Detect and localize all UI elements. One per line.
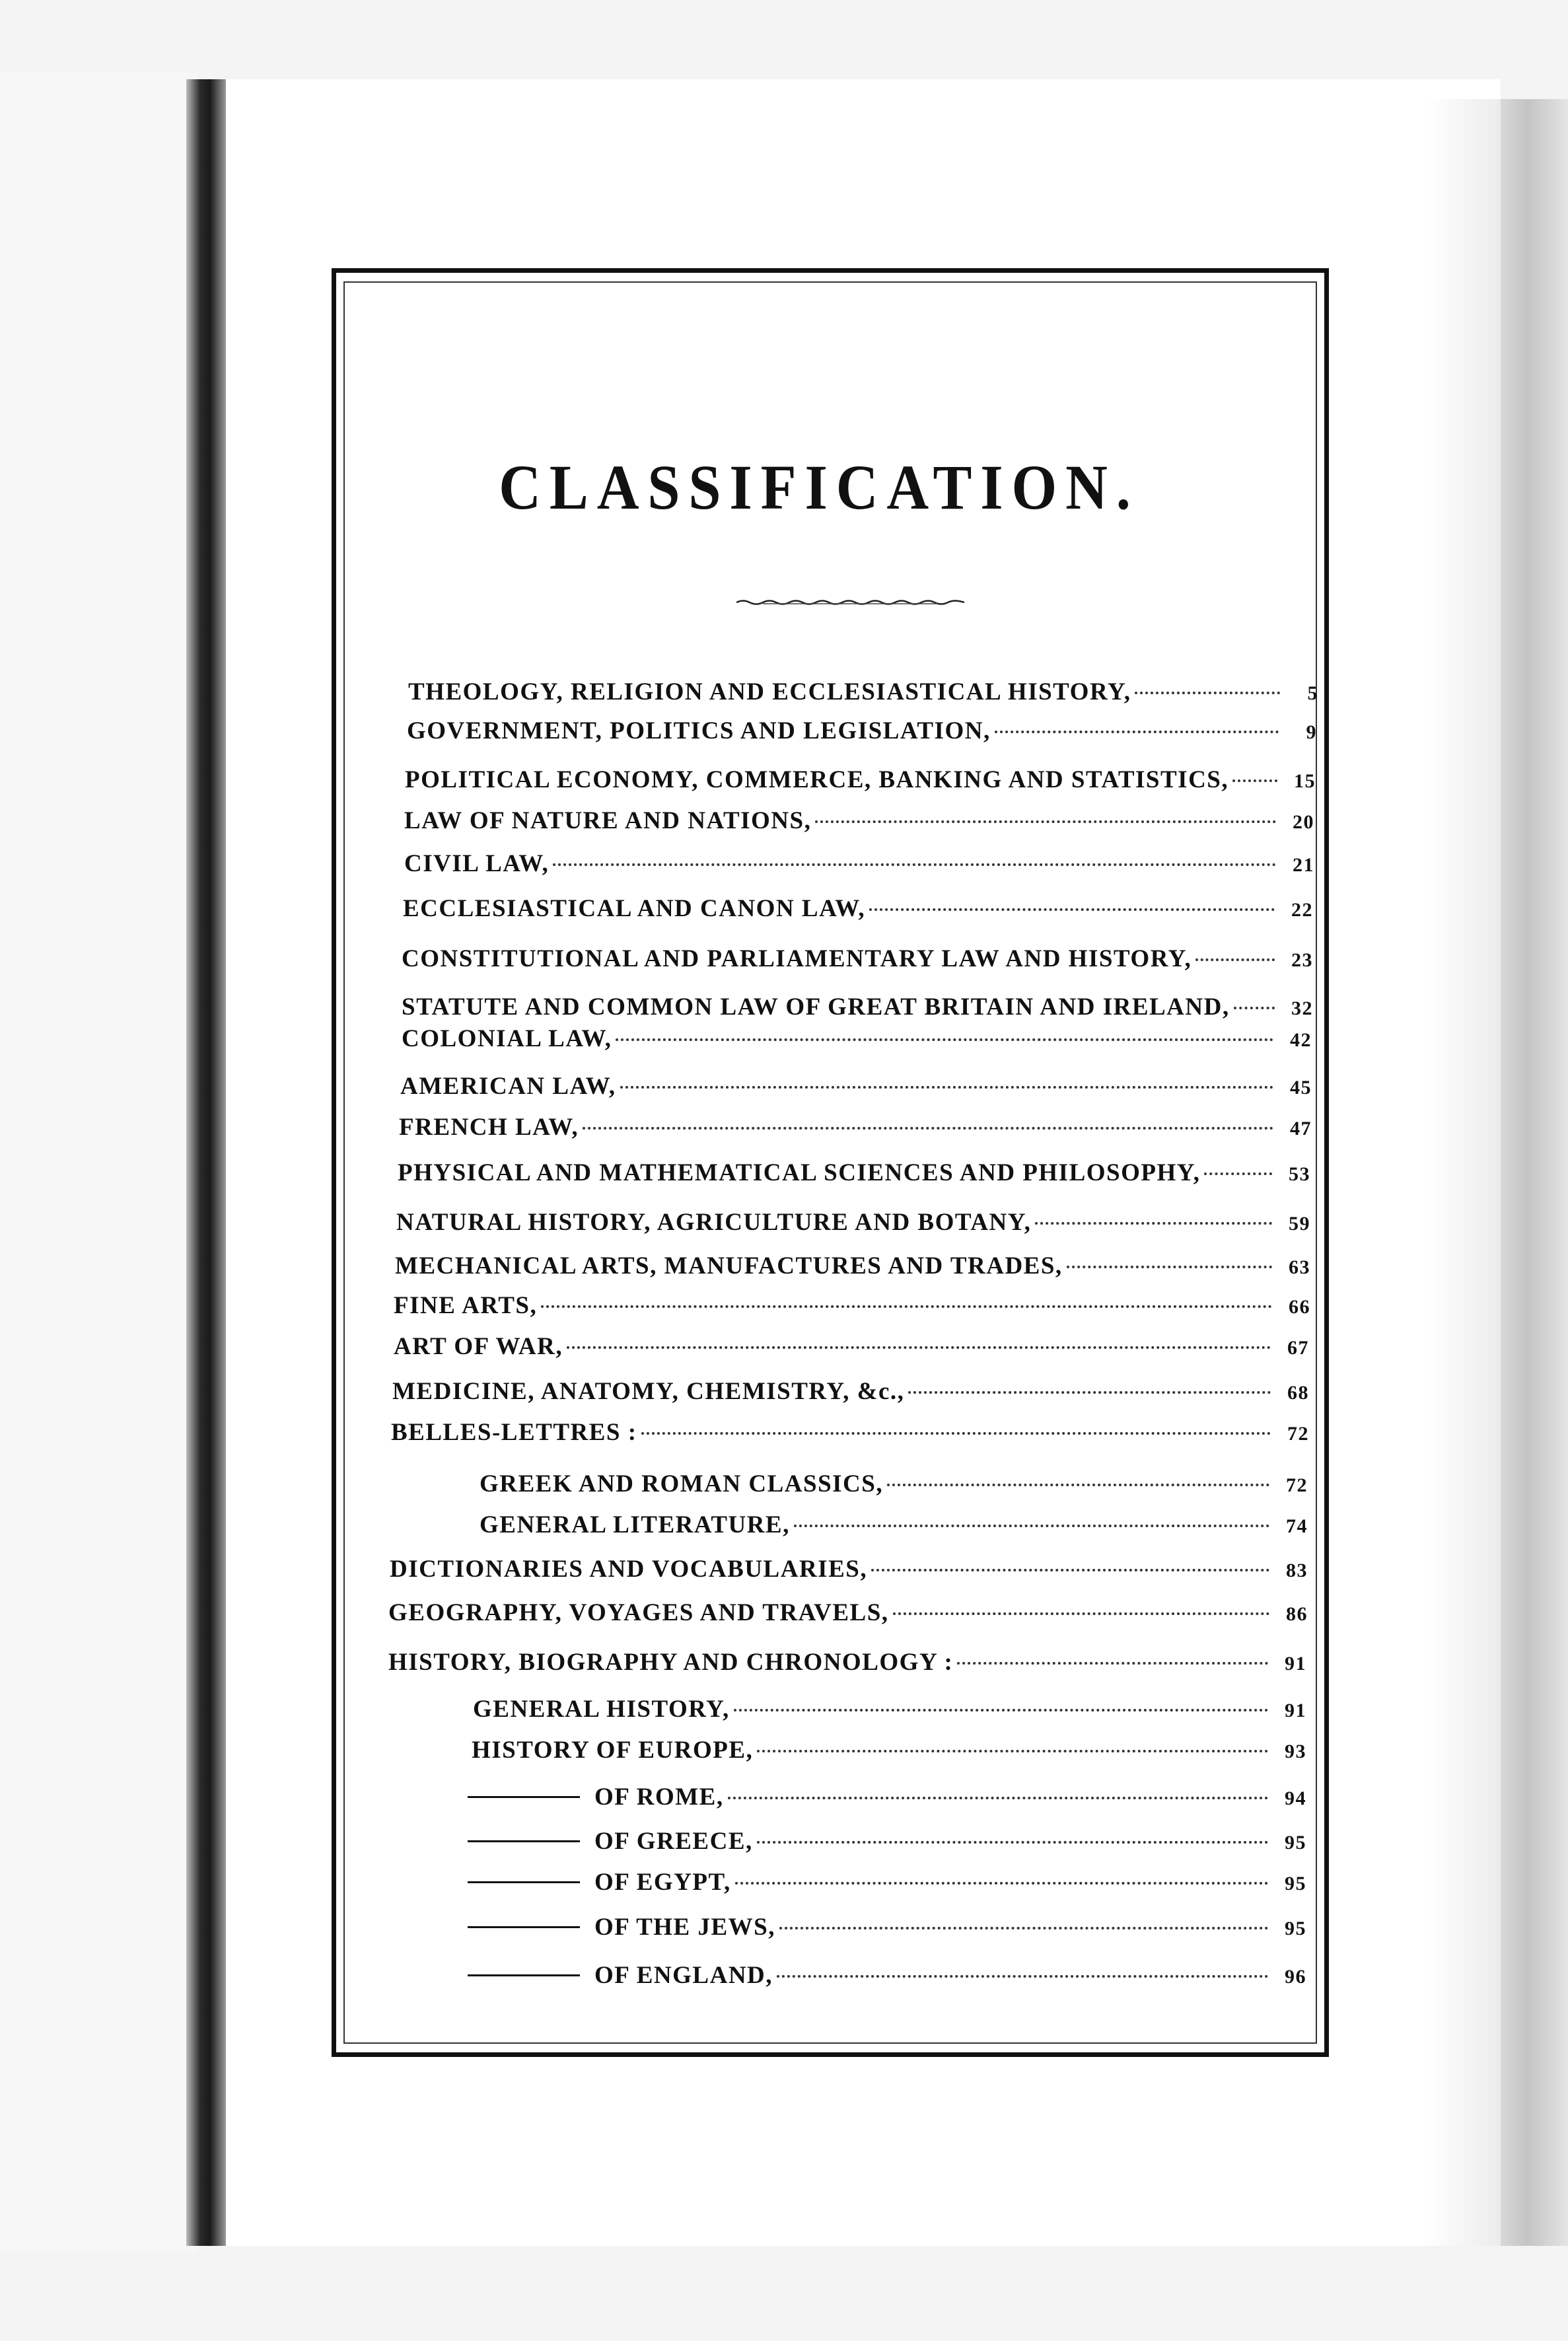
contents-entry-label: AMERICAN LAW, bbox=[400, 1073, 616, 1100]
contents-entry bbox=[394, 1331, 1309, 1363]
contents-entry-label: FRENCH LAW, bbox=[399, 1114, 579, 1141]
contents-entry bbox=[404, 805, 1314, 837]
contents-entry-page: 32 bbox=[1291, 997, 1313, 1019]
contents-entry-label: OF ENGLAND, bbox=[594, 1962, 773, 1989]
contents-entry-label: ART OF WAR, bbox=[394, 1333, 563, 1360]
contents-entry bbox=[392, 1376, 1309, 1408]
dot-leader bbox=[893, 1612, 1269, 1615]
dot-leader bbox=[734, 1709, 1268, 1711]
ditto-rule bbox=[468, 1840, 580, 1842]
dot-leader bbox=[995, 731, 1279, 733]
dot-leader bbox=[794, 1525, 1269, 1527]
contents-entry bbox=[468, 1912, 1306, 1943]
contents-entry bbox=[408, 676, 1318, 708]
page-title: CLASSIFICATION. bbox=[499, 452, 1139, 522]
contents-entry-page: 47 bbox=[1290, 1118, 1312, 1139]
contents-entry-label: POLITICAL ECONOMY, COMMERCE, BANKING AND STATISTICS, bbox=[405, 766, 1229, 793]
contents-entry bbox=[402, 943, 1313, 975]
contents-entry-page: 45 bbox=[1290, 1077, 1312, 1098]
contents-entry bbox=[402, 1023, 1312, 1055]
contents-entry bbox=[388, 1647, 1306, 1678]
contents-entry bbox=[404, 848, 1314, 880]
contents-entry bbox=[473, 1694, 1306, 1725]
dot-leader bbox=[908, 1391, 1271, 1394]
contents-entry-label: HISTORY, BIOGRAPHY AND CHRONOLOGY : bbox=[388, 1649, 954, 1676]
contents-entry-label: FINE ARTS, bbox=[394, 1292, 538, 1319]
contents-entry-label: PHYSICAL AND MATHEMATICAL SCIENCES AND PHILOSOPHY, bbox=[398, 1159, 1201, 1186]
contents-entry-label: GOVERNMENT, POLITICS AND LEGISLATION, bbox=[407, 717, 991, 744]
dot-leader bbox=[957, 1662, 1268, 1665]
contents-entry-label: BELLES-LETTRES : bbox=[391, 1419, 637, 1446]
dot-leader bbox=[1195, 958, 1275, 961]
dot-leader bbox=[871, 1569, 1269, 1571]
contents-entry-page: 83 bbox=[1286, 1560, 1308, 1581]
contents-entry-page: 95 bbox=[1285, 1832, 1306, 1854]
dot-leader bbox=[735, 1882, 1268, 1885]
contents-entry-page: 66 bbox=[1289, 1296, 1310, 1318]
contents-entry-page: 21 bbox=[1293, 854, 1314, 876]
contents-entry-page: 15 bbox=[1294, 770, 1316, 792]
contents-entry bbox=[405, 764, 1316, 796]
ditto-rule bbox=[468, 1796, 580, 1798]
contents-entry-page: 42 bbox=[1290, 1029, 1312, 1051]
dot-leader bbox=[553, 863, 1276, 866]
ditto-rule bbox=[468, 1881, 580, 1883]
dot-leader bbox=[815, 820, 1276, 823]
contents-entry bbox=[395, 1250, 1310, 1282]
contents-entry bbox=[480, 1509, 1308, 1541]
contents-entry-page: 96 bbox=[1285, 1966, 1306, 1988]
contents-entry bbox=[468, 1960, 1306, 1992]
dot-leader bbox=[869, 908, 1275, 911]
dot-leader bbox=[1035, 1222, 1272, 1225]
ditto-rule bbox=[468, 1974, 580, 1976]
contents-entry-page: 67 bbox=[1287, 1337, 1309, 1359]
contents-entry-page: 5 bbox=[1307, 682, 1318, 704]
contents-entry-label: GENERAL LITERATURE, bbox=[480, 1511, 790, 1538]
dot-leader bbox=[1067, 1266, 1272, 1268]
contents-entry-page: 95 bbox=[1285, 1873, 1306, 1894]
dot-leader bbox=[583, 1127, 1273, 1130]
contents-entry-page: 9 bbox=[1306, 721, 1317, 743]
contents-entry-page: 23 bbox=[1291, 949, 1313, 971]
contents-entry-label: HISTORY OF EUROPE, bbox=[472, 1737, 754, 1764]
contents-entry bbox=[468, 1782, 1306, 1813]
contents-entry bbox=[403, 893, 1313, 925]
contents-entry bbox=[402, 991, 1313, 1023]
contents-entry bbox=[468, 1867, 1306, 1898]
page-shading bbox=[1427, 99, 1501, 2246]
dot-leader bbox=[641, 1432, 1271, 1435]
book-gutter bbox=[186, 79, 226, 2246]
contents-entry-label: THEOLOGY, RELIGION AND ECCLESIASTICAL HISTORY, bbox=[408, 678, 1131, 705]
dot-leader bbox=[1234, 1007, 1275, 1009]
contents-entry-page: 93 bbox=[1285, 1741, 1306, 1762]
contents-entry bbox=[390, 1554, 1308, 1585]
contents-entry-page: 20 bbox=[1293, 811, 1314, 833]
contents-entry bbox=[400, 1071, 1312, 1102]
contents-entry bbox=[394, 1290, 1310, 1322]
contents-entry-label: GENERAL HISTORY, bbox=[473, 1696, 730, 1723]
contents-entry-label: GREEK AND ROMAN CLASSICS, bbox=[480, 1470, 884, 1497]
dot-leader bbox=[728, 1797, 1268, 1799]
contents-entry-page: 59 bbox=[1289, 1213, 1310, 1235]
contents-entry-label: STATUTE AND COMMON LAW OF GREAT BRITAIN AND IRELAND, bbox=[402, 993, 1230, 1021]
contents-entry-page: 91 bbox=[1285, 1700, 1306, 1721]
contents-entry-label: ECCLESIASTICAL AND CANON LAW, bbox=[403, 895, 866, 922]
dot-leader bbox=[757, 1841, 1268, 1844]
ditto-rule bbox=[468, 1926, 580, 1928]
contents-entry-label: MECHANICAL ARTS, MANUFACTURES AND TRADES, bbox=[395, 1252, 1063, 1279]
dot-leader bbox=[1204, 1172, 1272, 1175]
contents-entry-page: 74 bbox=[1286, 1515, 1308, 1537]
contents-entry-label: OF THE JEWS, bbox=[594, 1914, 775, 1941]
facing-page-edge bbox=[0, 73, 198, 2252]
title-ornament bbox=[736, 598, 964, 607]
contents-entry-label: CONSTITUTIONAL AND PARLIAMENTARY LAW AND HISTORY, bbox=[402, 945, 1192, 972]
contents-entry bbox=[399, 1112, 1312, 1143]
dot-leader bbox=[620, 1086, 1273, 1089]
contents-entry-page: 94 bbox=[1285, 1787, 1306, 1809]
contents-entry-page: 53 bbox=[1289, 1163, 1310, 1185]
dot-leader bbox=[616, 1038, 1273, 1041]
contents-entry bbox=[468, 1826, 1306, 1857]
contents-entry bbox=[391, 1417, 1309, 1449]
dot-leader bbox=[567, 1346, 1271, 1349]
contents-entry-label: DICTIONARIES AND VOCABULARIES, bbox=[390, 1556, 868, 1583]
dot-leader bbox=[1232, 779, 1277, 782]
contents-entry-label: OF GREECE, bbox=[594, 1828, 753, 1855]
dot-leader bbox=[541, 1305, 1272, 1308]
contents-entry-label: GEOGRAPHY, VOYAGES AND TRAVELS, bbox=[388, 1599, 889, 1626]
contents-entry-page: 72 bbox=[1287, 1423, 1309, 1445]
page-stack-edge bbox=[1501, 99, 1568, 2246]
contents-entry-label: COLONIAL LAW, bbox=[402, 1025, 612, 1052]
contents-entry-page: 95 bbox=[1285, 1918, 1306, 1939]
contents-entry bbox=[388, 1597, 1308, 1629]
contents-entry bbox=[398, 1157, 1310, 1189]
contents-entry-label: OF ROME, bbox=[594, 1783, 724, 1811]
contents-entry-label: CIVIL LAW, bbox=[404, 850, 550, 877]
dot-leader bbox=[777, 1975, 1268, 1978]
contents-entry-page: 86 bbox=[1286, 1603, 1308, 1625]
contents-entry bbox=[480, 1468, 1308, 1500]
contents-entry-label: OF EGYPT, bbox=[594, 1869, 731, 1896]
contents-entry-page: 22 bbox=[1291, 899, 1313, 921]
contents-entry bbox=[407, 715, 1317, 747]
contents-entry-page: 72 bbox=[1286, 1474, 1308, 1496]
contents-entry-page: 63 bbox=[1289, 1256, 1310, 1278]
contents-entry-page: 68 bbox=[1287, 1382, 1309, 1404]
dot-leader bbox=[779, 1927, 1268, 1929]
contents-entry bbox=[396, 1207, 1310, 1239]
dot-leader bbox=[887, 1484, 1269, 1486]
dot-leader bbox=[1135, 692, 1280, 694]
contents-entry-label: LAW OF NATURE AND NATIONS, bbox=[404, 807, 812, 834]
dot-leader bbox=[757, 1750, 1268, 1752]
contents-entry-label: MEDICINE, ANATOMY, CHEMISTRY, &c., bbox=[392, 1378, 905, 1405]
contents-entry-label: NATURAL HISTORY, AGRICULTURE AND BOTANY, bbox=[396, 1209, 1032, 1236]
contents-entry bbox=[472, 1735, 1306, 1766]
contents-entry-page: 91 bbox=[1285, 1653, 1306, 1675]
